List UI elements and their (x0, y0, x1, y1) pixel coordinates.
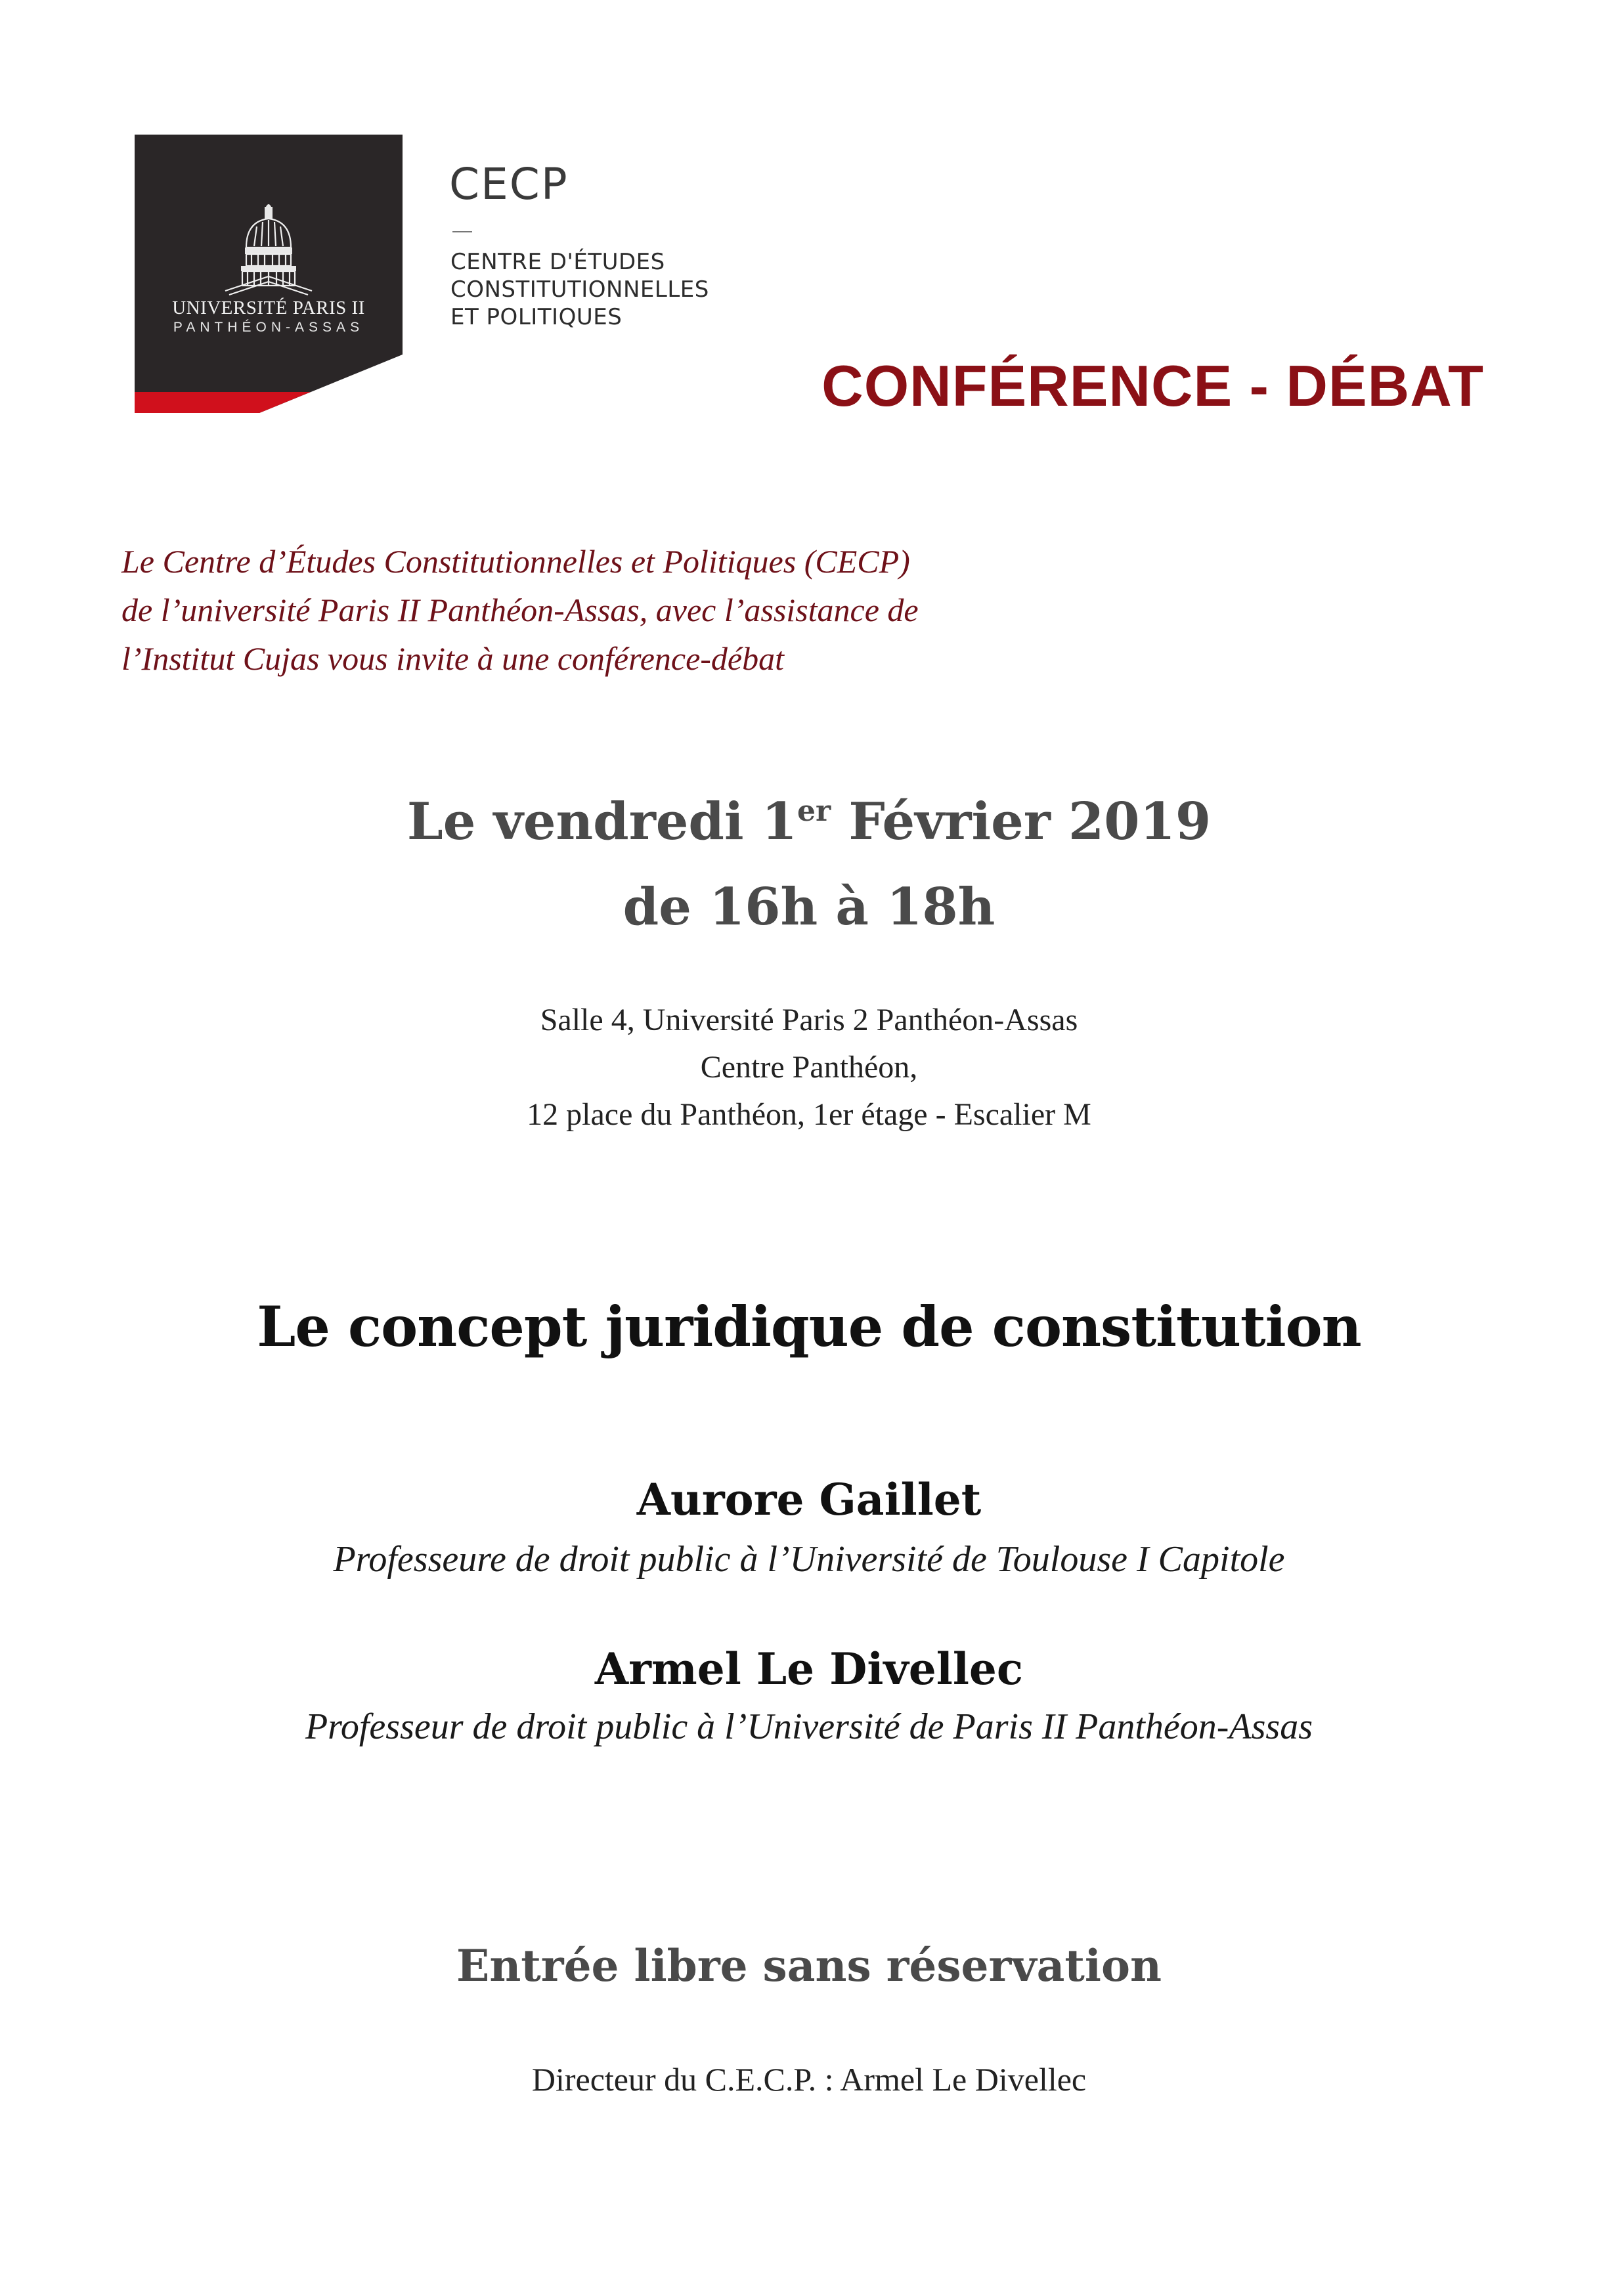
university-logo (135, 135, 403, 413)
venue-line: Centre Panthéon, (700, 1050, 918, 1085)
event-date-suffix: Février 2019 (831, 792, 1212, 852)
director-credit: Directeur du C.E.C.P. : Armel Le Divellec (531, 2061, 1087, 2098)
intro-line: de l’université Paris II Panthéon-Assas, avec l’assistance de (121, 592, 919, 628)
intro-paragraph (121, 537, 1106, 683)
brand-divider (452, 231, 472, 232)
cecp-acronym: CECP (449, 159, 569, 209)
intro-line: Le Centre d’Études Constitutionnelles et Politiques (CECP) (121, 543, 910, 580)
logo-university-subtitle: PANTHÉON-ASSAS (173, 320, 364, 335)
page-title: CONFÉRENCE - DÉBAT (821, 353, 1484, 418)
speaker-name: Armel Le Divellec (594, 1643, 1024, 1695)
event-date-prefix: Le vendredi 1 (406, 792, 798, 852)
venue-line: 12 place du Panthéon, 1er étage - Escalier M (527, 1097, 1091, 1132)
cecp-fullname-line: ET POLITIQUES (450, 304, 623, 330)
event-date (0, 791, 1618, 853)
event-date-ordinal: er (797, 794, 831, 828)
logo-background (135, 135, 403, 413)
intro-line: l’Institut Cujas vous invite à une conférence-débat (121, 640, 785, 677)
cecp-fullname (450, 248, 709, 331)
talk-title: Le concept juridique de constitution (257, 1294, 1361, 1359)
speaker-name: Aurore Gaillet (636, 1474, 982, 1525)
venue-line: Salle 4, Université Paris 2 Panthéon-Assas (540, 1003, 1078, 1037)
entry-notice: Entrée libre sans réservation (456, 1940, 1162, 1991)
cecp-fullname-line: CENTRE D'ÉTUDES (450, 249, 665, 275)
event-venue (0, 997, 1618, 1138)
speaker-role: Professeure de droit public à l’Université de Toulouse I Capitole (333, 1539, 1285, 1580)
event-time: de 16h à 18h (623, 877, 995, 937)
cecp-fullname-line: CONSTITUTIONNELLES (450, 276, 709, 303)
logo-university-name: UNIVERSITÉ PARIS II (172, 297, 365, 318)
speaker-role: Professeur de droit public à l’Université de Paris II Panthéon-Assas (305, 1706, 1313, 1747)
